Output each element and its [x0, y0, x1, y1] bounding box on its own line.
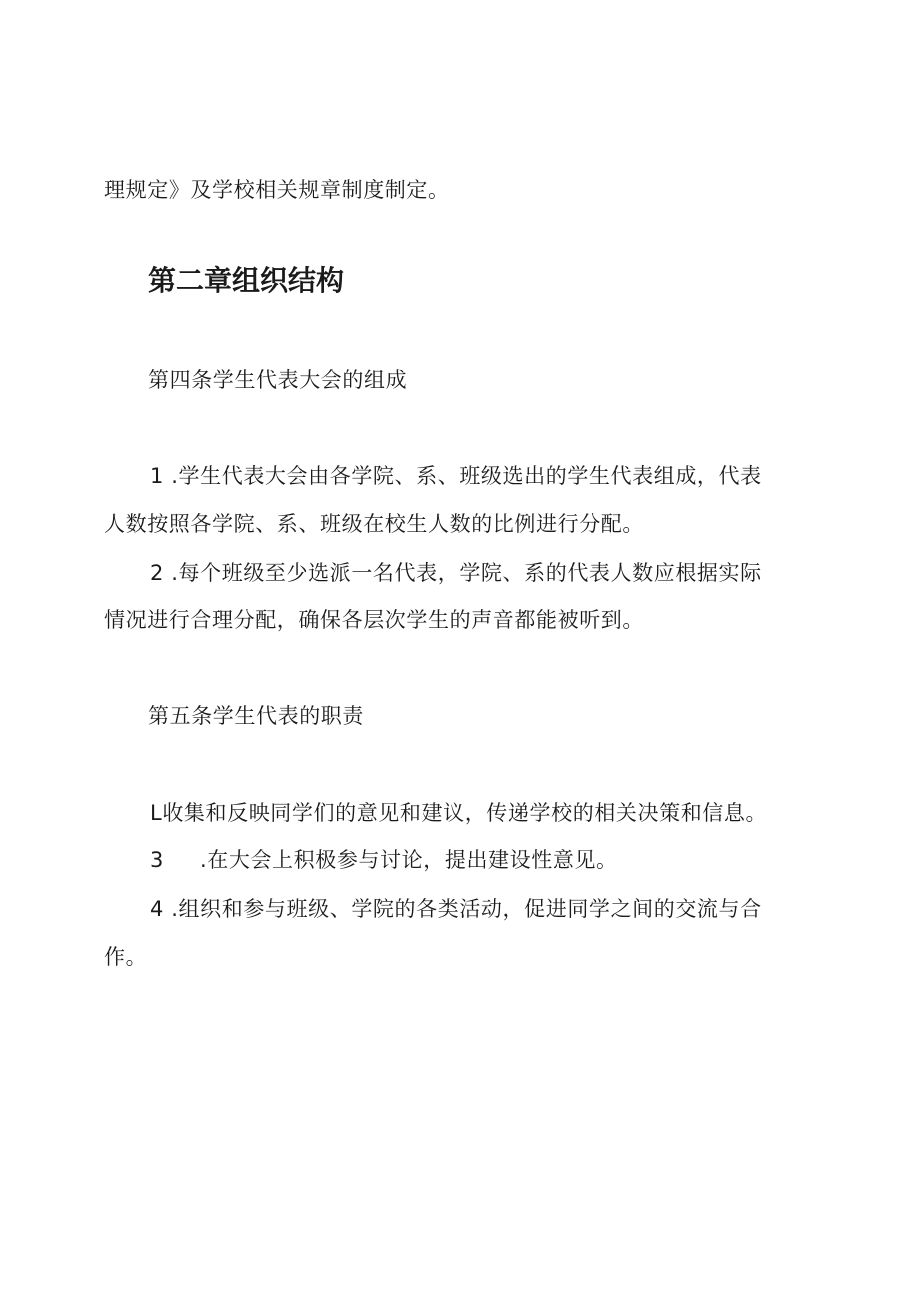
article-5-item-3-line-2: 作。	[104, 945, 148, 969]
item-text: 收集和反映同学们的意见和建议，传递学校的相关决策和信息。	[162, 801, 768, 825]
article-5-item-3-line-1	[150, 894, 762, 924]
item-number: 2	[150, 561, 164, 585]
item-text: .学生代表大会由各学院、系、班级选出的学生代表组成，代表	[171, 464, 762, 488]
article-4-item-2-line-2: 情况进行合理分配，确保各层次学生的声音都能被听到。	[104, 608, 644, 632]
article-4-item-2-line-1	[150, 558, 762, 588]
item-text: .组织和参与班级、学院的各类活动，促进同学之间的交流与合	[171, 897, 762, 921]
item-text: .每个班级至少选派一名代表，学院、系的代表人数应根据实际	[171, 561, 762, 585]
intro-tail-text: 理规定》及学校相关规章制度制定。	[104, 178, 450, 202]
article-4-item-1-line-2: 人数按照各学院、系、班级在校生人数的比例进行分配。	[104, 512, 644, 536]
item-text: .在大会上积极参与讨论，提出建设性意见。	[199, 848, 618, 872]
article-5-item-2-line-1	[150, 845, 618, 875]
item-number: 4	[150, 897, 164, 921]
article-5-item-1-line-1	[150, 798, 767, 828]
chapter-title: 第二章组织结构	[148, 264, 345, 297]
item-number: 1	[150, 464, 164, 488]
item-number: 3	[150, 848, 164, 872]
article-4-title: 第四条学生代表大会的组成	[148, 368, 408, 392]
article-4-item-1-line-1	[150, 461, 762, 491]
item-number: L	[150, 801, 163, 825]
article-5-title: 第五条学生代表的职责	[148, 704, 364, 728]
